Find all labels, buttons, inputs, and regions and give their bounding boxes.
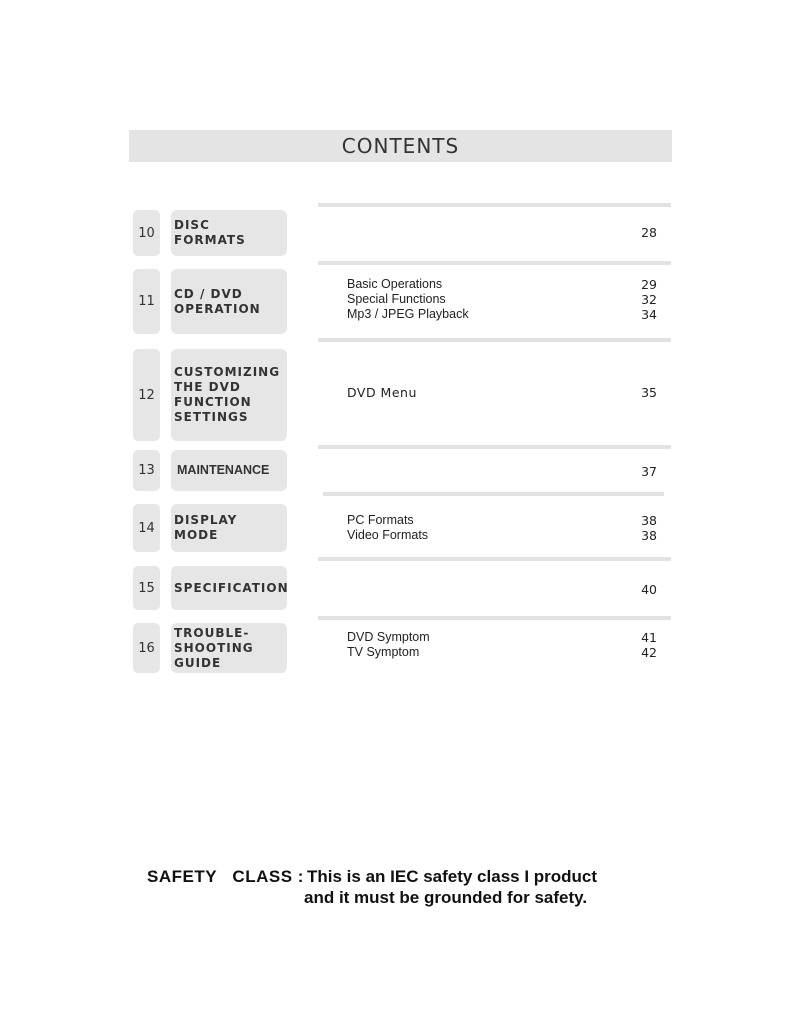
section-entries [347, 385, 657, 400]
section-number: 10 [133, 210, 160, 256]
safety-notice [147, 866, 597, 908]
section-entries [347, 277, 657, 322]
section-divider [318, 557, 671, 561]
entry-page: 32 [641, 292, 657, 307]
section-number: 15 [133, 566, 160, 610]
safety-text-1: This is an IEC safety class I product [307, 867, 598, 886]
page-title: CONTENTS [341, 134, 460, 158]
section-entries [347, 464, 657, 479]
toc-entry[interactable] [347, 528, 657, 543]
entry-label: Mp3 / JPEG Playback [347, 307, 469, 321]
section-divider [318, 338, 671, 342]
entry-label: DVD Menu [347, 385, 417, 400]
entry-page: 28 [641, 225, 657, 240]
section-title: TROUBLE- SHOOTING GUIDE [174, 625, 254, 670]
toc-entry[interactable] [347, 582, 657, 597]
safety-label: SAFETY CLASS : [147, 867, 304, 886]
contents-header-bar [129, 130, 672, 162]
section-title: CD / DVD OPERATION [174, 286, 261, 316]
section-divider [323, 492, 664, 496]
section-entries [347, 225, 657, 240]
entry-page: 29 [641, 277, 657, 292]
entry-page: 41 [641, 630, 657, 645]
section-divider [318, 616, 671, 620]
section-divider [318, 203, 671, 207]
section-title-box[interactable] [171, 504, 287, 552]
section-entries [347, 582, 657, 597]
section-title-box[interactable] [171, 349, 287, 441]
section-divider [318, 445, 671, 449]
entry-label: Basic Operations [347, 277, 443, 291]
entry-label: Video Formats [347, 528, 429, 542]
toc-entry[interactable] [347, 307, 657, 322]
section-title: MAINTENANCE [177, 463, 270, 477]
section-title-box[interactable] [171, 210, 287, 256]
toc-entry[interactable] [347, 630, 657, 645]
entry-label: TV Symptom [347, 645, 420, 659]
entry-label: Special Functions [347, 292, 446, 306]
entry-page: 42 [641, 645, 657, 660]
section-title-box[interactable] [171, 269, 287, 334]
entry-page: 38 [641, 528, 657, 543]
section-number: 13 [133, 450, 160, 491]
toc-entry[interactable] [347, 464, 657, 479]
safety-line-1 [147, 866, 597, 887]
section-entries [347, 630, 657, 660]
section-number: 14 [133, 504, 160, 552]
section-title: DISC FORMATS [174, 218, 246, 247]
safety-text-2: and it must be grounded for safety. [304, 888, 588, 907]
entry-page: 40 [641, 582, 657, 597]
entry-label: PC Formats [347, 513, 414, 527]
toc-entry[interactable] [347, 225, 657, 240]
entry-page: 35 [641, 385, 657, 400]
entry-page: 34 [641, 307, 657, 322]
section-title-box[interactable] [171, 566, 287, 610]
entry-label: DVD Symptom [347, 630, 430, 644]
toc-entry[interactable] [347, 513, 657, 528]
section-title-box[interactable] [171, 450, 287, 491]
section-number: 11 [133, 269, 160, 334]
section-entries [347, 513, 657, 543]
section-title: DISPLAY MODE [174, 513, 238, 542]
toc-entry[interactable] [347, 277, 657, 292]
entry-page: 37 [641, 464, 657, 479]
section-title-box[interactable] [171, 623, 287, 673]
section-number: 12 [133, 349, 160, 441]
section-title: CUSTOMIZING THE DVD FUNCTION SETTINGS [174, 365, 281, 424]
toc-entry[interactable] [347, 645, 657, 660]
section-title: SPECIFICATION [174, 580, 289, 595]
toc-entry[interactable] [347, 385, 657, 400]
toc-entry[interactable] [347, 292, 657, 307]
entry-page: 38 [641, 513, 657, 528]
section-number: 16 [133, 623, 160, 673]
section-divider [318, 261, 671, 265]
